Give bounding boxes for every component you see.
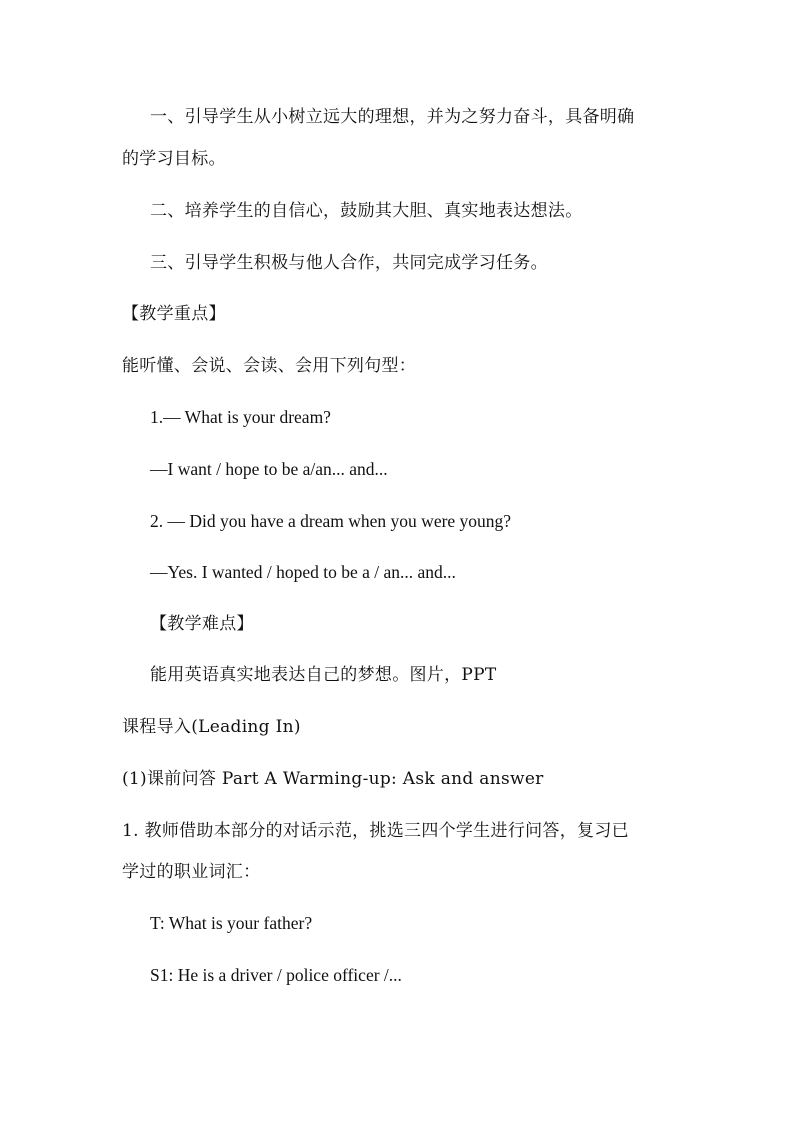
section-heading-key-points: 【教学重点】 [122, 304, 226, 324]
key-points-intro: 能听懂、会说、会读、会用下列句型： [122, 356, 417, 376]
goal-line-1: 一、引导学生从小树立远大的理想，并为之努力奋斗，具备明确 [150, 107, 635, 127]
pattern-2-answer: —Yes. I wanted / hoped to be a / an... and... [150, 562, 456, 582]
section-heading-difficulties: 【教学难点】 [150, 614, 254, 634]
difficulties-text: 能用英语真实地表达自己的梦想。图片，PPT [150, 665, 497, 685]
pattern-2-question: 2. — Did you have a dream when you were young? [150, 511, 512, 531]
leading-in-heading: 课程导入(Leading In) [122, 717, 301, 737]
goal-line-3: 三、引导学生积极与他人合作，共同完成学习任务。 [150, 253, 548, 273]
warming-up-heading: (1)课前问答 Part A Warming-up: Ask and answer [122, 769, 544, 789]
goal-line-2: 二、培养学生的自信心，鼓励其大胆、真实地表达想法。 [150, 201, 583, 221]
goal-line-1-continued: 的学习目标。 [122, 149, 226, 169]
pattern-1-question: 1.— What is your dream? [150, 407, 331, 427]
dialogue-teacher: T: What is your father? [150, 913, 313, 933]
dialogue-student: S1: He is a driver / police officer /... [150, 965, 402, 985]
instruction-line-1-continued: 学过的职业词汇： [122, 862, 261, 882]
instruction-line-1: 1. 教师借助本部分的对话示范，挑选三四个学生进行问答，复习已 [122, 821, 629, 841]
pattern-1-answer: —I want / hope to be a/an... and... [150, 459, 388, 479]
